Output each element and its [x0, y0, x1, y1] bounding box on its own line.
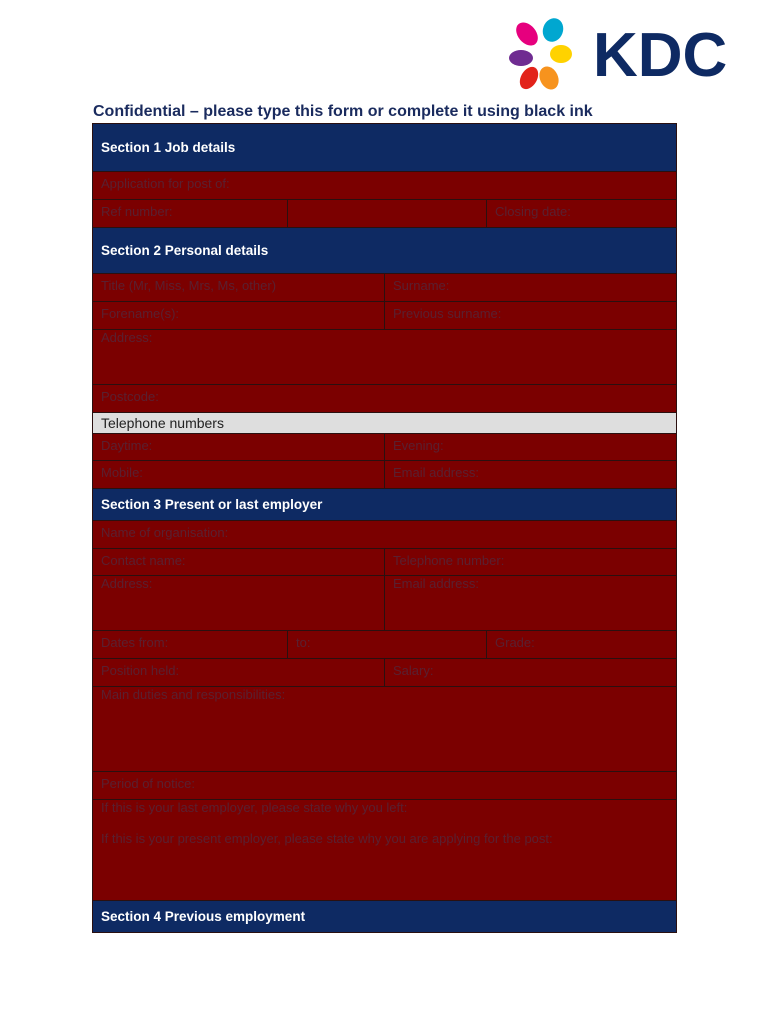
employer-email-field[interactable]: Email address:: [384, 576, 676, 630]
dates-from-field[interactable]: Dates from:: [93, 631, 287, 658]
organisation-field[interactable]: Name of organisation:: [93, 521, 676, 548]
address-field[interactable]: Address:: [93, 330, 676, 384]
why-applying-label: If this is your present employer, please state why you are applying for the post:: [101, 831, 553, 846]
closing-date-field[interactable]: Closing date:: [486, 200, 676, 227]
mobile-phone-field[interactable]: Mobile:: [93, 461, 384, 488]
ref-number-input[interactable]: [287, 200, 486, 227]
flower-icon: [509, 15, 572, 92]
section-title: Section 4 Previous employment: [101, 909, 306, 924]
previous-surname-field[interactable]: Previous surname:: [384, 302, 676, 329]
main-duties-field[interactable]: Main duties and responsibilities:: [93, 687, 676, 771]
evening-phone-field[interactable]: Evening:: [384, 434, 676, 460]
section-4-header: [93, 901, 676, 932]
section-1-header: [93, 124, 676, 172]
kdc-logo: [507, 14, 742, 92]
forenames-field[interactable]: Forename(s):: [93, 302, 384, 329]
postcode-field[interactable]: Postcode:: [93, 385, 676, 412]
section-3-header: [93, 489, 676, 521]
section-title: Section 2 Personal details: [101, 243, 269, 258]
why-left-label: If this is your last employer, please state why you left:: [101, 800, 408, 815]
daytime-phone-field[interactable]: Daytime:: [93, 434, 384, 460]
grade-field[interactable]: Grade:: [486, 631, 676, 658]
section-2-header: [93, 228, 676, 274]
email-field[interactable]: Email address:: [384, 461, 676, 488]
contact-name-field[interactable]: Contact name:: [93, 549, 384, 575]
logo-text: KDC: [593, 21, 728, 90]
position-held-field[interactable]: Position held:: [93, 659, 384, 686]
period-of-notice-field[interactable]: Period of notice:: [93, 772, 676, 799]
spacer: [101, 815, 668, 831]
reason-field[interactable]: [93, 800, 676, 900]
telephone-numbers-subheader: [93, 413, 676, 434]
section-title: Section 3 Present or last employer: [101, 497, 323, 512]
surname-field[interactable]: Surname:: [384, 274, 676, 301]
title-field[interactable]: Title (Mr, Miss, Mrs, Ms, other): [93, 274, 384, 301]
application-for-post-field[interactable]: Application for post of:: [93, 172, 676, 199]
employer-telephone-field[interactable]: Telephone number:: [384, 549, 676, 575]
employer-address-field[interactable]: Address:: [93, 576, 384, 630]
application-form: [92, 123, 677, 933]
confidential-note: Confidential – please type this form or complete it using black ink: [93, 103, 593, 120]
section-title: Section 1 Job details: [101, 140, 236, 155]
subheader-label: Telephone numbers: [101, 415, 224, 431]
ref-number-field[interactable]: Ref number:: [93, 200, 287, 227]
dates-to-field[interactable]: to:: [287, 631, 486, 658]
salary-field[interactable]: Salary:: [384, 659, 676, 686]
